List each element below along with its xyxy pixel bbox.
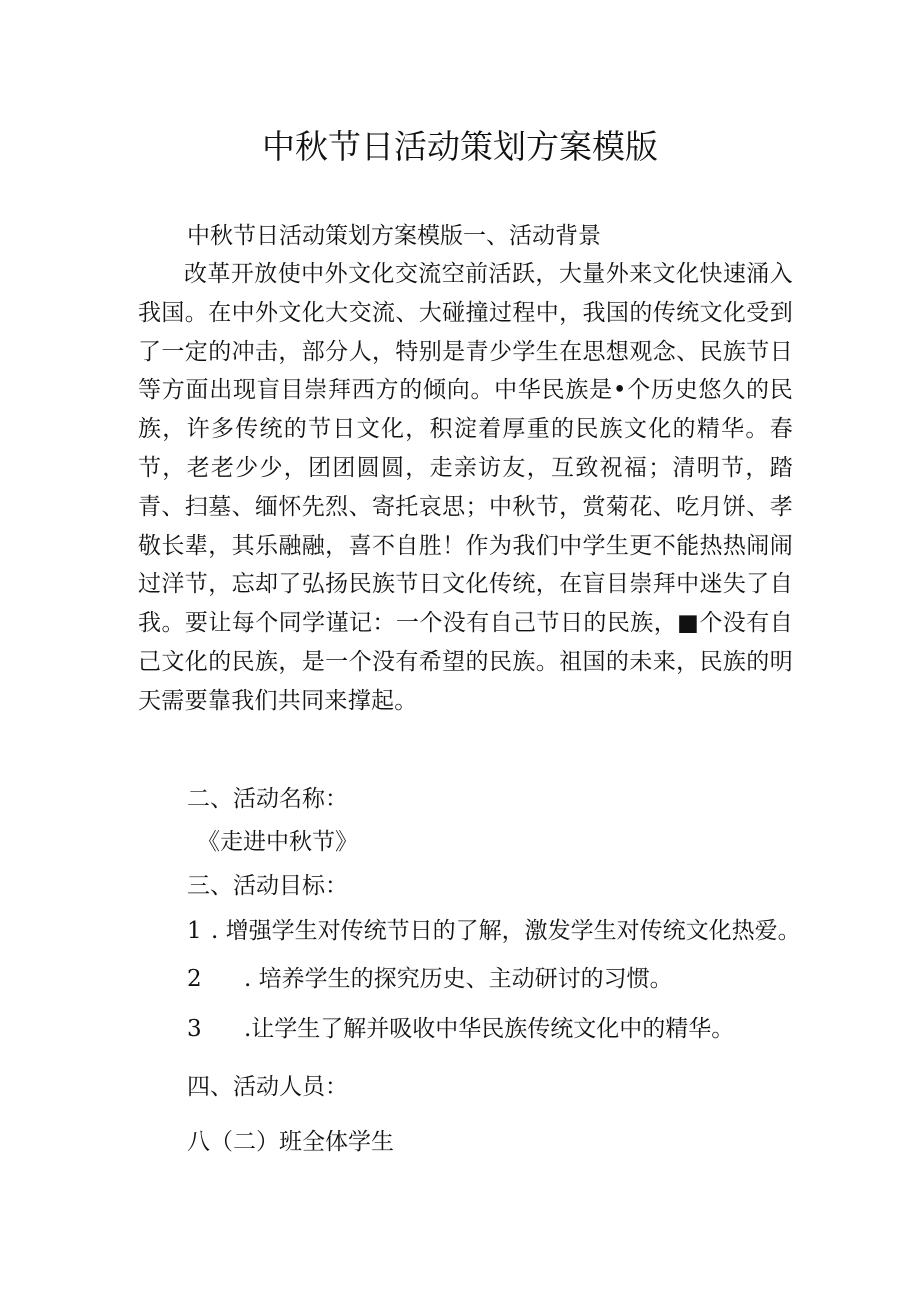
goal-text: . 增强学生对传统节日的了解，激发学生对传统文化热爱。: [211, 918, 801, 944]
goal-number: 1: [187, 918, 202, 944]
goal-text: . 培养学生的探究历史、主动研讨的习惯。: [244, 966, 673, 992]
goal-item: [187, 1011, 734, 1047]
document-title: 中秋节日活动策划方案模版: [262, 127, 658, 166]
activity-name: 《走进中秋节》: [197, 829, 358, 855]
intro-line: 中秋节日活动策划方案模版一、活动背景: [187, 223, 601, 249]
goal-number: 2: [187, 966, 202, 992]
background-paragraph: 改革开放使中外文化交流空前活跃，大量外来文化快速涌入我国。在中外文化大交流、大碰撞过程中，我国的传统文化受到了一定的冲击，部分人，特别是青少学生在思想观念、民族节日等方面出现盲目崇拜西方的倾向。中华民族是•个历史悠久的民族，许多传统的节日文化，积淀着厚重的民族文化的精华。春节，老老少少，团团圆圆，走亲访友，互致祝福；清明节，踏青、扫墓、缅怀先烈、寄托哀思；中秋节，赏菊花、吃月饼、孝敬长辈，其乐融融，喜不自胜！作为我们中学生更不能热热闹闹过洋节，忘却了弘扬民族节日文化传统，在盲目崇拜中迷失了自我。要让每个同学谨记：一个没有自己节日的民族，■个没有自己文化的民族，是一个没有希望的民族。祖国的未来，民族的明天需要靠我们共同来撑起。: [138, 261, 793, 714]
goal-item: [187, 961, 673, 997]
goal-text: .让学生了解并吸收中华民族传统文化中的精华。: [244, 1016, 735, 1042]
goal-number: 3: [187, 1016, 202, 1042]
participants: 八（二）班全体学生: [187, 1129, 394, 1155]
section-heading-goals: 三、活动目标：: [187, 873, 348, 899]
goal-item: [187, 913, 801, 949]
section-heading-activity-name: 二、活动名称：: [187, 786, 348, 812]
section-heading-participants: 四、活动人员：: [187, 1074, 348, 1100]
